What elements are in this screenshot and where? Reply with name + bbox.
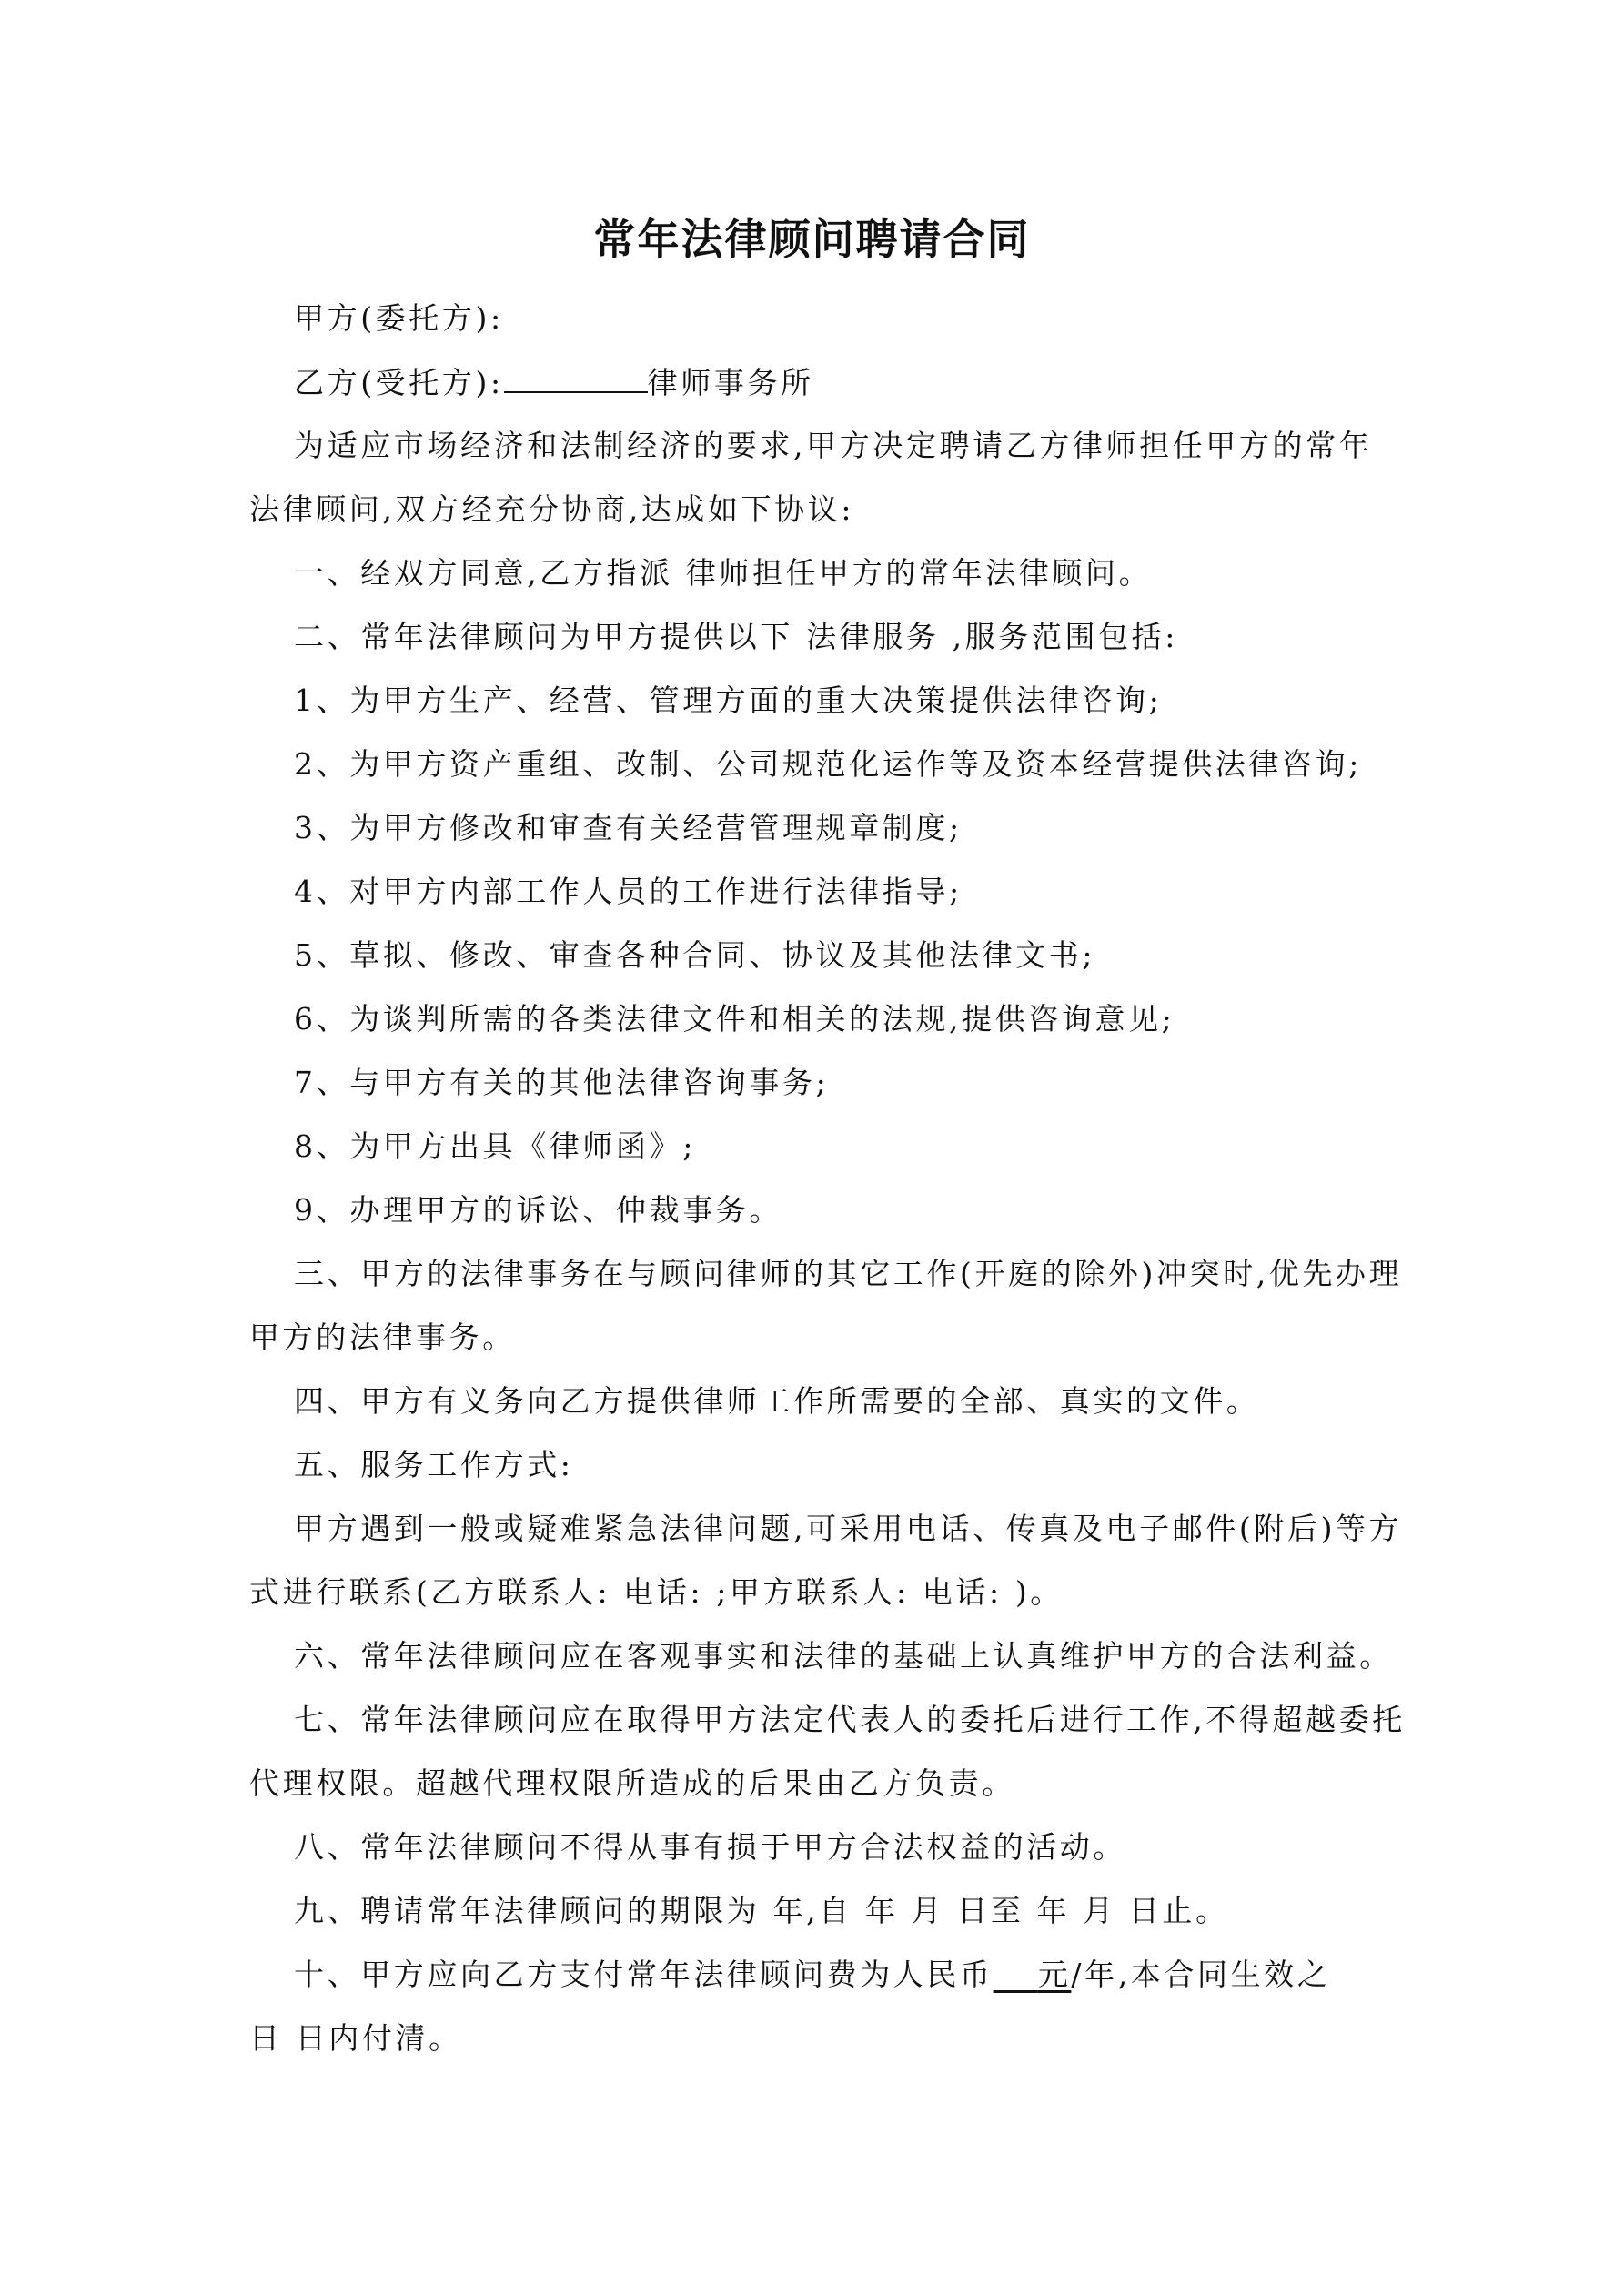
clause-3-line-2: 甲方的法律事务。 bbox=[249, 1320, 516, 1355]
clause-10-suffix: /年,本合同生效之 bbox=[1071, 1957, 1331, 1992]
document-title: 常年法律顾问聘请合同 bbox=[593, 215, 1031, 264]
clause-3-line-1: 三、甲方的法律事务在与顾问律师的其它工作(开庭的除外)冲突时,优先办理 bbox=[294, 1256, 1403, 1291]
clause-5: 五、服务工作方式: bbox=[294, 1447, 574, 1482]
clause-6: 六、常年法律顾问应在客观事实和法律的基础上认真维护甲方的合法利益。 bbox=[294, 1638, 1393, 1674]
clause-8: 八、常年法律顾问不得从事有损于甲方合法权益的活动。 bbox=[294, 1829, 1126, 1865]
fee-unit: 元 bbox=[1037, 1957, 1072, 1992]
clause-7-line-1: 七、常年法律顾问应在取得甲方法定代表人的委托后进行工作,不得超越委托 bbox=[294, 1702, 1406, 1737]
clause-1: 一、经双方同意,乙方指派 律师担任甲方的常年法律顾问。 bbox=[294, 555, 1153, 591]
clause-5-body-line-2: 式进行联系(乙方联系人: 电话: ;甲方联系人: 电话: )。 bbox=[249, 1574, 1064, 1610]
service-item-7: 7、与甲方有关的其他法律咨询事务; bbox=[294, 1065, 830, 1100]
law-firm-name-blank bbox=[504, 360, 648, 393]
clause-5-body-line-1: 甲方遇到一般或疑难紧急法律问题,可采用电话、传真及电子邮件(附后)等方 bbox=[294, 1511, 1403, 1546]
service-item-2: 2、为甲方资产重组、改制、公司规范化运作等及资本经营提供法律咨询; bbox=[294, 746, 1362, 782]
party-b-suffix: 律师事务所 bbox=[647, 365, 814, 400]
preamble-line-1: 为适应市场经济和法制经济的要求,甲方决定聘请乙方律师担任甲方的常年 bbox=[294, 428, 1373, 463]
service-item-1: 1、为甲方生产、经营、管理方面的重大决策提供法律咨询; bbox=[294, 683, 1163, 718]
service-item-4: 4、对甲方内部工作人员的工作进行法律指导; bbox=[294, 874, 963, 909]
fee-amount-blank bbox=[994, 1957, 1072, 1992]
preamble-line-2: 法律顾问,双方经充分协商,达成如下协议: bbox=[249, 491, 855, 527]
service-item-6: 6、为谈判所需的各类法律文件和相关的法规,提供咨询意见; bbox=[294, 1001, 1175, 1037]
service-item-3: 3、为甲方修改和审查有关经营管理规章制度; bbox=[294, 810, 963, 845]
party-b-line bbox=[294, 360, 1387, 405]
clause-9: 九、聘请常年法律顾问的期限为 年,自 年 月 日至 年 月 日止。 bbox=[294, 1893, 1229, 1928]
clause-10-line-2: 日 日内付清。 bbox=[249, 2020, 462, 2056]
service-item-5: 5、草拟、修改、审查各种合同、协议及其他法律文书; bbox=[294, 937, 1096, 973]
clause-7-line-2: 代理权限。超越代理权限所造成的后果由乙方负责。 bbox=[249, 1765, 1015, 1801]
clause-4: 四、甲方有义务向乙方提供律师工作所需要的全部、真实的文件。 bbox=[294, 1383, 1260, 1419]
party-b-prefix: 乙方(受托方): bbox=[294, 365, 504, 400]
service-item-8: 8、为甲方出具《律师函》; bbox=[294, 1128, 696, 1164]
clause-2: 二、常年法律顾问为甲方提供以下 法律服务 ,服务范围包括: bbox=[294, 619, 1178, 654]
clause-10-line-1 bbox=[294, 1953, 1387, 1997]
party-a-line: 甲方(委托方): bbox=[294, 300, 504, 336]
service-item-9: 9、办理甲方的诉讼、仲裁事务。 bbox=[294, 1192, 782, 1228]
clause-10-prefix: 十、甲方应向乙方支付常年法律顾问费为人民币 bbox=[294, 1957, 994, 1992]
